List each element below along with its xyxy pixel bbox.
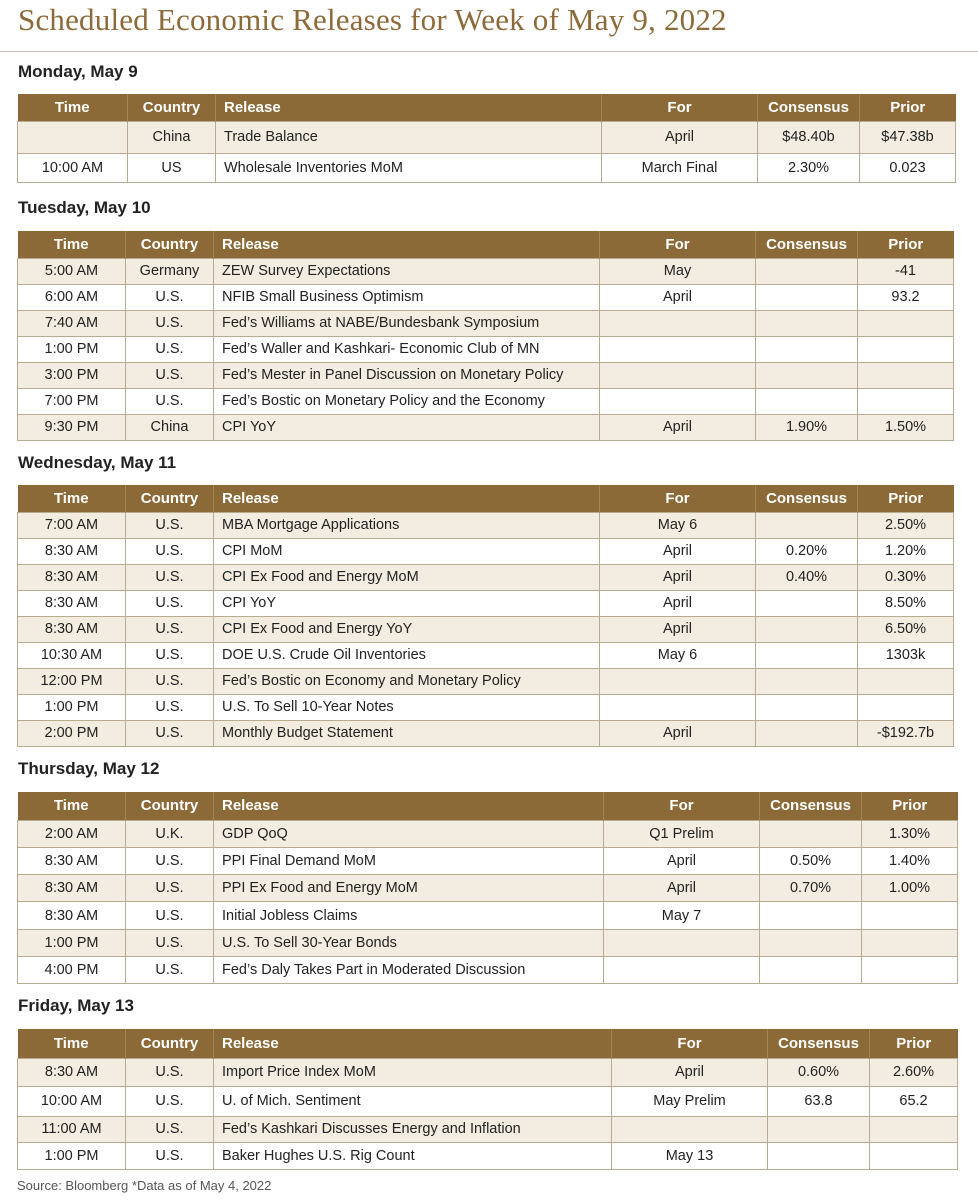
- prior-cell: [858, 310, 954, 336]
- time-cell: 7:00 PM: [18, 388, 126, 414]
- prior-cell: $47.38b: [860, 121, 956, 153]
- column-header-prior: Prior: [860, 94, 956, 121]
- time-cell: 10:30 AM: [18, 642, 126, 668]
- consensus-cell: [756, 668, 858, 694]
- table-row: [18, 336, 954, 362]
- country-cell: U.S.: [126, 902, 214, 929]
- for-cell: Q1 Prelim: [604, 820, 760, 847]
- table-row: [18, 875, 958, 902]
- consensus-cell: 0.50%: [760, 847, 862, 874]
- for-cell: May 6: [600, 642, 756, 668]
- for-cell: May: [600, 258, 756, 284]
- release-cell: Fed’s Mester in Panel Discussion on Monetary Policy: [214, 362, 600, 388]
- consensus-cell: $48.40b: [758, 121, 860, 153]
- consensus-cell: [756, 336, 858, 362]
- release-cell: Fed’s Daly Takes Part in Moderated Discussion: [214, 956, 604, 983]
- for-cell: [600, 694, 756, 720]
- prior-cell: 8.50%: [858, 590, 954, 616]
- consensus-cell: [756, 694, 858, 720]
- page-title: Scheduled Economic Releases for Week of May 9, 2022: [18, 2, 727, 37]
- column-header-consensus: Consensus: [760, 792, 862, 820]
- time-cell: 1:00 PM: [18, 929, 126, 956]
- release-cell: Fed’s Kashkari Discusses Energy and Inflation: [214, 1116, 612, 1142]
- release-cell: ZEW Survey Expectations: [214, 258, 600, 284]
- table-row: [18, 590, 954, 616]
- table-row: [18, 1116, 958, 1142]
- consensus-cell: [756, 310, 858, 336]
- table-row: [18, 538, 954, 564]
- country-cell: China: [128, 121, 216, 153]
- column-header-country: Country: [126, 231, 214, 258]
- time-cell: 9:30 PM: [18, 414, 126, 440]
- day-heading: Monday, May 9: [18, 62, 138, 81]
- column-header-consensus: Consensus: [756, 485, 858, 512]
- releases-table: [17, 792, 958, 984]
- country-cell: U.S.: [126, 388, 214, 414]
- time-cell: 5:00 AM: [18, 258, 126, 284]
- table-row: [18, 902, 958, 929]
- prior-cell: -41: [858, 258, 954, 284]
- release-cell: NFIB Small Business Optimism: [214, 284, 600, 310]
- time-cell: 1:00 PM: [18, 336, 126, 362]
- country-cell: U.S.: [126, 362, 214, 388]
- country-cell: U.S.: [126, 956, 214, 983]
- table-row: [18, 1086, 958, 1116]
- day-heading: Friday, May 13: [18, 996, 134, 1015]
- for-cell: April: [600, 616, 756, 642]
- column-header-for: For: [600, 231, 756, 258]
- country-cell: U.S.: [126, 694, 214, 720]
- time-cell: [18, 121, 128, 153]
- time-cell: 8:30 AM: [18, 538, 126, 564]
- for-cell: April: [600, 414, 756, 440]
- release-cell: Import Price Index MoM: [214, 1058, 612, 1086]
- table-header-row: [18, 94, 956, 121]
- consensus-cell: [760, 956, 862, 983]
- country-cell: US: [128, 153, 216, 182]
- time-cell: 10:00 AM: [18, 1086, 126, 1116]
- table-row: [18, 564, 954, 590]
- column-header-for: For: [612, 1029, 768, 1058]
- releases-table: [17, 231, 954, 441]
- table-header-row: [18, 485, 954, 512]
- time-cell: 2:00 PM: [18, 720, 126, 746]
- prior-cell: 6.50%: [858, 616, 954, 642]
- consensus-cell: [756, 362, 858, 388]
- for-cell: April: [612, 1058, 768, 1086]
- time-cell: 8:30 AM: [18, 564, 126, 590]
- country-cell: U.S.: [126, 512, 214, 538]
- for-cell: [600, 310, 756, 336]
- prior-cell: 0.30%: [858, 564, 954, 590]
- column-header-release: Release: [214, 792, 604, 820]
- column-header-time: Time: [18, 485, 126, 512]
- release-cell: Fed’s Williams at NABE/Bundesbank Symposium: [214, 310, 600, 336]
- releases-table: [17, 485, 954, 747]
- table-row: [18, 668, 954, 694]
- column-header-country: Country: [126, 485, 214, 512]
- prior-cell: 1303k: [858, 642, 954, 668]
- table-row: [18, 694, 954, 720]
- for-cell: May Prelim: [612, 1086, 768, 1116]
- prior-cell: [858, 362, 954, 388]
- column-header-time: Time: [18, 792, 126, 820]
- table-header-row: [18, 792, 958, 820]
- consensus-cell: [760, 929, 862, 956]
- table-row: [18, 414, 954, 440]
- consensus-cell: [756, 284, 858, 310]
- prior-cell: [858, 694, 954, 720]
- release-cell: DOE U.S. Crude Oil Inventories: [214, 642, 600, 668]
- releases-table: [17, 1029, 958, 1170]
- for-cell: March Final: [602, 153, 758, 182]
- release-cell: U. of Mich. Sentiment: [214, 1086, 612, 1116]
- column-header-prior: Prior: [870, 1029, 958, 1058]
- prior-cell: 2.60%: [870, 1058, 958, 1086]
- release-cell: CPI Ex Food and Energy MoM: [214, 564, 600, 590]
- column-header-prior: Prior: [862, 792, 958, 820]
- table-row: [18, 310, 954, 336]
- country-cell: U.S.: [126, 642, 214, 668]
- release-cell: Initial Jobless Claims: [214, 902, 604, 929]
- for-cell: April: [600, 590, 756, 616]
- for-cell: May 13: [612, 1142, 768, 1169]
- country-cell: U.S.: [126, 929, 214, 956]
- release-cell: U.S. To Sell 30-Year Bonds: [214, 929, 604, 956]
- release-cell: CPI YoY: [214, 590, 600, 616]
- table-row: [18, 847, 958, 874]
- column-header-for: For: [604, 792, 760, 820]
- for-cell: April: [600, 564, 756, 590]
- country-cell: U.S.: [126, 1058, 214, 1086]
- release-cell: CPI MoM: [214, 538, 600, 564]
- day-heading: Tuesday, May 10: [18, 198, 151, 217]
- prior-cell: 1.00%: [862, 875, 958, 902]
- time-cell: 4:00 PM: [18, 956, 126, 983]
- time-cell: 10:00 AM: [18, 153, 128, 182]
- prior-cell: 1.40%: [862, 847, 958, 874]
- time-cell: 11:00 AM: [18, 1116, 126, 1142]
- consensus-cell: [760, 902, 862, 929]
- for-cell: [600, 388, 756, 414]
- for-cell: April: [600, 284, 756, 310]
- release-cell: Baker Hughes U.S. Rig Count: [214, 1142, 612, 1169]
- country-cell: China: [126, 414, 214, 440]
- column-header-country: Country: [128, 94, 216, 121]
- column-header-prior: Prior: [858, 231, 954, 258]
- table-row: [18, 388, 954, 414]
- country-cell: U.S.: [126, 538, 214, 564]
- consensus-cell: 0.60%: [768, 1058, 870, 1086]
- for-cell: [600, 668, 756, 694]
- consensus-cell: 2.30%: [758, 153, 860, 182]
- consensus-cell: 1.90%: [756, 414, 858, 440]
- release-cell: PPI Final Demand MoM: [214, 847, 604, 874]
- consensus-cell: [768, 1116, 870, 1142]
- country-cell: U.S.: [126, 1086, 214, 1116]
- consensus-cell: 0.40%: [756, 564, 858, 590]
- for-cell: April: [604, 875, 760, 902]
- for-cell: [604, 956, 760, 983]
- column-header-time: Time: [18, 231, 126, 258]
- release-cell: Wholesale Inventories MoM: [216, 153, 602, 182]
- country-cell: Germany: [126, 258, 214, 284]
- consensus-cell: [768, 1142, 870, 1169]
- time-cell: 8:30 AM: [18, 1058, 126, 1086]
- releases-table: [17, 94, 956, 183]
- column-header-time: Time: [18, 1029, 126, 1058]
- prior-cell: [862, 902, 958, 929]
- consensus-cell: 0.70%: [760, 875, 862, 902]
- country-cell: U.S.: [126, 1116, 214, 1142]
- prior-cell: 65.2: [870, 1086, 958, 1116]
- column-header-release: Release: [214, 231, 600, 258]
- column-header-prior: Prior: [858, 485, 954, 512]
- consensus-cell: 63.8: [768, 1086, 870, 1116]
- for-cell: [600, 336, 756, 362]
- column-header-consensus: Consensus: [756, 231, 858, 258]
- release-cell: PPI Ex Food and Energy MoM: [214, 875, 604, 902]
- column-header-country: Country: [126, 1029, 214, 1058]
- prior-cell: [858, 388, 954, 414]
- country-cell: U.S.: [126, 564, 214, 590]
- column-header-release: Release: [214, 1029, 612, 1058]
- table-row: [18, 1142, 958, 1169]
- prior-cell: [862, 956, 958, 983]
- for-cell: April: [600, 538, 756, 564]
- column-header-country: Country: [126, 792, 214, 820]
- table-row: [18, 820, 958, 847]
- time-cell: 6:00 AM: [18, 284, 126, 310]
- prior-cell: 0.023: [860, 153, 956, 182]
- table-header-row: [18, 231, 954, 258]
- source-note: Source: Bloomberg *Data as of May 4, 2022: [17, 1178, 272, 1193]
- day-heading: Thursday, May 12: [18, 759, 160, 778]
- country-cell: U.S.: [126, 616, 214, 642]
- table-row: [18, 720, 954, 746]
- time-cell: 8:30 AM: [18, 875, 126, 902]
- table-row: [18, 284, 954, 310]
- for-cell: April: [604, 847, 760, 874]
- table-row: [18, 512, 954, 538]
- release-cell: MBA Mortgage Applications: [214, 512, 600, 538]
- prior-cell: 2.50%: [858, 512, 954, 538]
- prior-cell: [870, 1116, 958, 1142]
- prior-cell: 1.30%: [862, 820, 958, 847]
- prior-cell: -$192.7b: [858, 720, 954, 746]
- time-cell: 8:30 AM: [18, 902, 126, 929]
- country-cell: U.S.: [126, 847, 214, 874]
- release-cell: Fed’s Waller and Kashkari- Economic Club of MN: [214, 336, 600, 362]
- time-cell: 7:40 AM: [18, 310, 126, 336]
- time-cell: 8:30 AM: [18, 590, 126, 616]
- column-header-release: Release: [216, 94, 602, 121]
- prior-cell: 1.20%: [858, 538, 954, 564]
- consensus-cell: [756, 616, 858, 642]
- time-cell: 1:00 PM: [18, 1142, 126, 1169]
- country-cell: U.S.: [126, 875, 214, 902]
- consensus-cell: [760, 820, 862, 847]
- column-header-for: For: [602, 94, 758, 121]
- country-cell: U.K.: [126, 820, 214, 847]
- release-cell: CPI YoY: [214, 414, 600, 440]
- table-row: [18, 1058, 958, 1086]
- release-cell: GDP QoQ: [214, 820, 604, 847]
- day-heading: Wednesday, May 11: [18, 453, 177, 472]
- prior-cell: [870, 1142, 958, 1169]
- title-divider: [0, 51, 978, 52]
- table-row: [18, 121, 956, 153]
- table-row: [18, 362, 954, 388]
- table-row: [18, 616, 954, 642]
- table-row: [18, 929, 958, 956]
- time-cell: 2:00 AM: [18, 820, 126, 847]
- table-row: [18, 642, 954, 668]
- country-cell: U.S.: [126, 310, 214, 336]
- time-cell: 8:30 AM: [18, 847, 126, 874]
- for-cell: May 6: [600, 512, 756, 538]
- country-cell: U.S.: [126, 590, 214, 616]
- time-cell: 7:00 AM: [18, 512, 126, 538]
- time-cell: 8:30 AM: [18, 616, 126, 642]
- country-cell: U.S.: [126, 668, 214, 694]
- table-row: [18, 258, 954, 284]
- column-header-release: Release: [214, 485, 600, 512]
- for-cell: [612, 1116, 768, 1142]
- column-header-consensus: Consensus: [758, 94, 860, 121]
- consensus-cell: [756, 512, 858, 538]
- consensus-cell: [756, 388, 858, 414]
- release-cell: Trade Balance: [216, 121, 602, 153]
- release-cell: Monthly Budget Statement: [214, 720, 600, 746]
- for-cell: April: [602, 121, 758, 153]
- prior-cell: [858, 668, 954, 694]
- country-cell: U.S.: [126, 1142, 214, 1169]
- time-cell: 12:00 PM: [18, 668, 126, 694]
- time-cell: 1:00 PM: [18, 694, 126, 720]
- consensus-cell: [756, 590, 858, 616]
- column-header-time: Time: [18, 94, 128, 121]
- column-header-consensus: Consensus: [768, 1029, 870, 1058]
- column-header-for: For: [600, 485, 756, 512]
- prior-cell: [858, 336, 954, 362]
- consensus-cell: [756, 258, 858, 284]
- for-cell: [604, 929, 760, 956]
- time-cell: 3:00 PM: [18, 362, 126, 388]
- prior-cell: 1.50%: [858, 414, 954, 440]
- for-cell: May 7: [604, 902, 760, 929]
- table-header-row: [18, 1029, 958, 1058]
- release-cell: Fed’s Bostic on Monetary Policy and the Economy: [214, 388, 600, 414]
- country-cell: U.S.: [126, 284, 214, 310]
- prior-cell: [862, 929, 958, 956]
- for-cell: April: [600, 720, 756, 746]
- release-cell: CPI Ex Food and Energy YoY: [214, 616, 600, 642]
- table-row: [18, 956, 958, 983]
- prior-cell: 93.2: [858, 284, 954, 310]
- consensus-cell: 0.20%: [756, 538, 858, 564]
- consensus-cell: [756, 642, 858, 668]
- release-cell: Fed’s Bostic on Economy and Monetary Policy: [214, 668, 600, 694]
- table-row: [18, 153, 956, 182]
- country-cell: U.S.: [126, 720, 214, 746]
- consensus-cell: [756, 720, 858, 746]
- country-cell: U.S.: [126, 336, 214, 362]
- release-cell: U.S. To Sell 10-Year Notes: [214, 694, 600, 720]
- for-cell: [600, 362, 756, 388]
